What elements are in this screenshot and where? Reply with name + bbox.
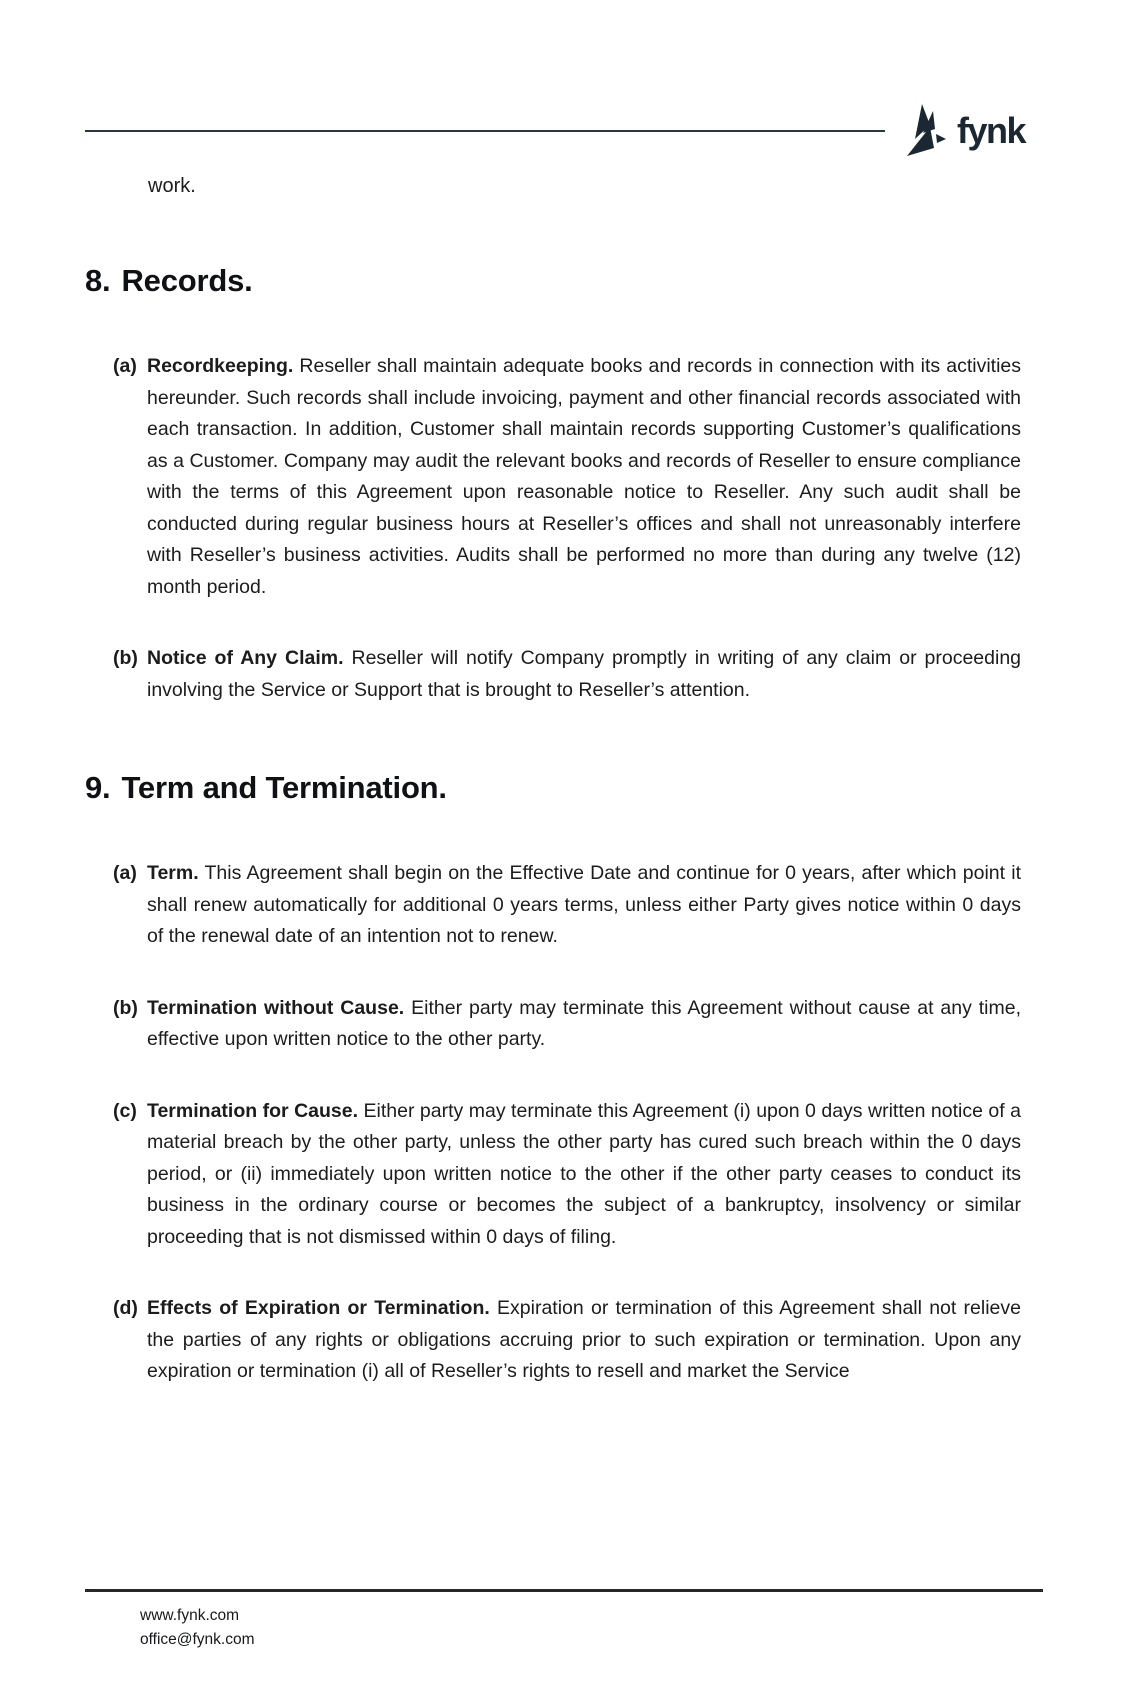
page-footer	[85, 1589, 1043, 1652]
section-9-title: Term and Termination.	[121, 770, 447, 805]
section-8-heading	[85, 261, 1021, 301]
footer-website-link[interactable]: www.fynk.com	[140, 1607, 240, 1624]
section-term-and-termination	[85, 768, 1021, 1388]
footer-rule	[85, 1589, 1043, 1592]
clause-label: (d)	[113, 1297, 138, 1319]
document-page	[0, 103, 1131, 1703]
section-records	[85, 261, 1021, 706]
page-header	[85, 103, 1025, 159]
fynk-logo-text: fynk	[956, 110, 1025, 151]
clause-title: Recordkeeping.	[147, 355, 294, 377]
clause-body: This Agreement shall begin on the Effective Date and continue for 0 years, after which point it shall renew automatically for additional 0 years terms, unless either Party gives notice within 0 days of the renewal date of an intention not to renew.	[147, 862, 1021, 947]
clause-body: Expiration or termination of this Agreement shall not relieve the parties of any rights or obligations accruing prior to such expiration or termination. Upon any expiration or termination (i) all of Reseller’s rights to resell and market the Service	[147, 1297, 1021, 1382]
fynk-bird-icon	[905, 104, 947, 158]
clause-term	[85, 858, 1021, 953]
fynk-logo	[905, 104, 1025, 158]
clause-body: Either party may terminate this Agreement without cause at any time, effective upon written notice to the other party.	[147, 996, 1022, 1050]
section-9-number: 9.	[85, 770, 111, 805]
clause-title: Notice of Any Claim.	[147, 647, 344, 669]
clause-label: (b)	[113, 647, 138, 669]
clause-body: Reseller will notify Company promptly in writing of any claim or proceeding involving the Service or Support that is brought to Reseller’s attention.	[147, 647, 1022, 701]
clause-title: Termination for Cause.	[147, 1099, 359, 1122]
footer-email-link[interactable]: office@fynk.com	[140, 1631, 255, 1648]
section-9-heading	[85, 768, 1021, 808]
clause-termination-for-cause	[85, 1096, 1021, 1254]
footer-links	[140, 1604, 1043, 1652]
clause-effects-of-expiration	[85, 1293, 1021, 1388]
clause-title: Term.	[147, 862, 199, 884]
continuation-text: work.	[148, 175, 196, 197]
clause-label: (b)	[113, 996, 138, 1019]
clause-termination-without-cause	[85, 993, 1021, 1056]
section-8-number: 8.	[85, 263, 111, 298]
clause-title: Effects of Expiration or Termination.	[147, 1297, 490, 1319]
clause-body: Either party may terminate this Agreement (i) upon 0 days written notice of a material breach by the other party, unless the other party has cured such breach within the 0 days period, or (ii) immediately upon written notice to the other if the other party ceases to conduct its business in the ordinary course or becomes the subject of a bankruptcy, insolvency or similar proceeding that is not dismissed within 0 days of filing.	[147, 1099, 1022, 1248]
section-8-title: Records.	[121, 263, 253, 298]
clause-notice-of-any-claim	[85, 643, 1021, 706]
clause-label: (c)	[113, 1099, 137, 1122]
header-rule	[85, 130, 885, 132]
clause-label: (a)	[113, 355, 137, 377]
clause-label: (a)	[113, 862, 137, 884]
clause-body: Reseller shall maintain adequate books and records in connection with its activities hereunder. Such records shall include invoicing, payment and other financial records associated with each transaction. In addition, Customer shall maintain records supporting Customer’s qualifications as a Customer. Company may audit the relevant books and records of Reseller to ensure compliance with the terms of this Agreement upon reasonable notice to Reseller. Any such audit shall be conducted during regular business hours at Reseller’s offices and shall not unreasonably interfere with Reseller’s business activities. Audits shall be performed no more than during any twelve (12) month period.	[147, 355, 1021, 598]
clause-recordkeeping	[85, 351, 1021, 603]
clause-title: Termination without Cause.	[147, 996, 405, 1019]
document-body	[85, 173, 1021, 1388]
